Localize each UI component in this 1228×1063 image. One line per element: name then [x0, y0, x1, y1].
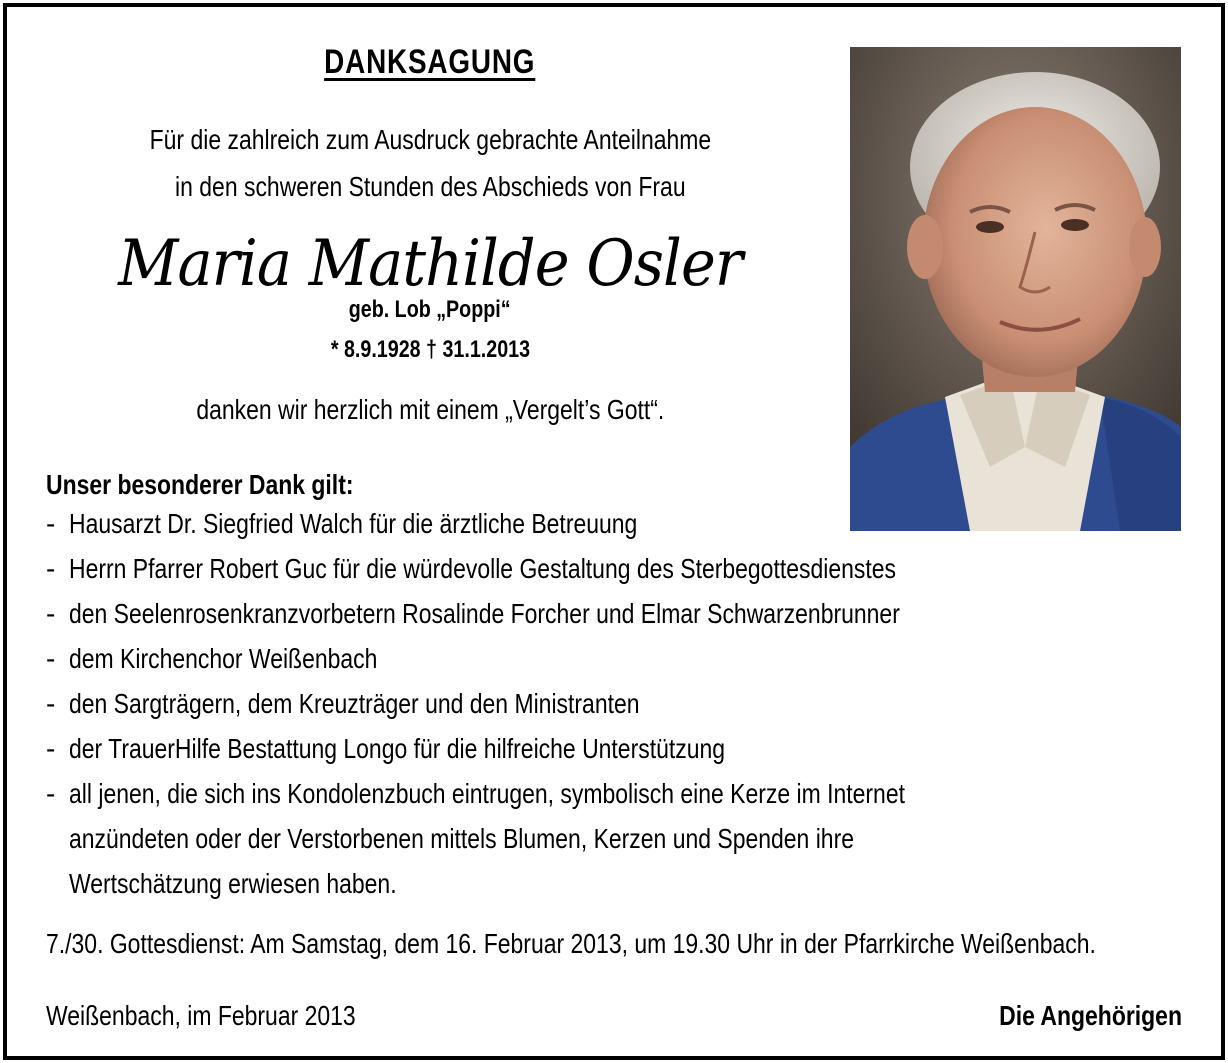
list-item: - Hausarzt Dr. Siegfried Walch für die ärztliche Betreuung — [46, 508, 638, 539]
page-title: DANKSAGUNG — [324, 43, 536, 81]
signature: Die Angehörigen — [999, 1000, 1182, 1031]
service-announcement: 7./30. Gottesdienst: Am Samstag, dem 16. Februar 2013, um 19.30 Uhr in der Pfarrkirche Weißenbach. — [46, 928, 1096, 959]
maiden-name: geb. Lob „Poppi“ — [349, 296, 511, 323]
list-item: - Herrn Pfarrer Robert Guc für die würdevolle Gestaltung des Sterbegottesdienstes — [46, 553, 896, 584]
list-item-continuation: anzündeten oder der Verstorbenen mittels Blumen, Kerzen und Spenden ihre — [69, 823, 854, 854]
list-item: - der TrauerHilfe Bestattung Longo für die hilfreiche Unterstützung — [46, 733, 726, 764]
life-dates: * 8.9.1928 † 31.1.2013 — [330, 336, 530, 363]
place-date: Weißenbach, im Februar 2013 — [46, 1000, 356, 1031]
list-item: - all jenen, die sich ins Kondolenzbuch eintrugen, symbolisch eine Kerze im Internet — [46, 778, 905, 809]
thanks-list — [46, 508, 1228, 913]
deceased-name: Maria Mathilde Osler — [118, 227, 742, 301]
special-thanks-heading: Unser besonderer Dank gilt: — [46, 469, 354, 500]
intro-line-1: Für die zahlreich zum Ausdruck gebrachte Anteilnahme — [149, 124, 711, 155]
list-item: - dem Kirchenchor Weißenbach — [46, 643, 378, 674]
portrait-photo — [850, 47, 1181, 531]
list-item-continuation: Wertschätzung erwiesen haben. — [69, 868, 397, 899]
thanks-line: danken wir herzlich mit einem „Vergelt’s Gott“. — [196, 394, 664, 425]
list-item: - den Sargträgern, dem Kreuzträger und den Ministranten — [46, 688, 640, 719]
intro-line-2: in den schweren Stunden des Abschieds von Frau — [174, 171, 686, 202]
list-item: - den Seelenrosenkranzvorbetern Rosalinde Forcher und Elmar Schwarzenbrunner — [46, 598, 900, 629]
